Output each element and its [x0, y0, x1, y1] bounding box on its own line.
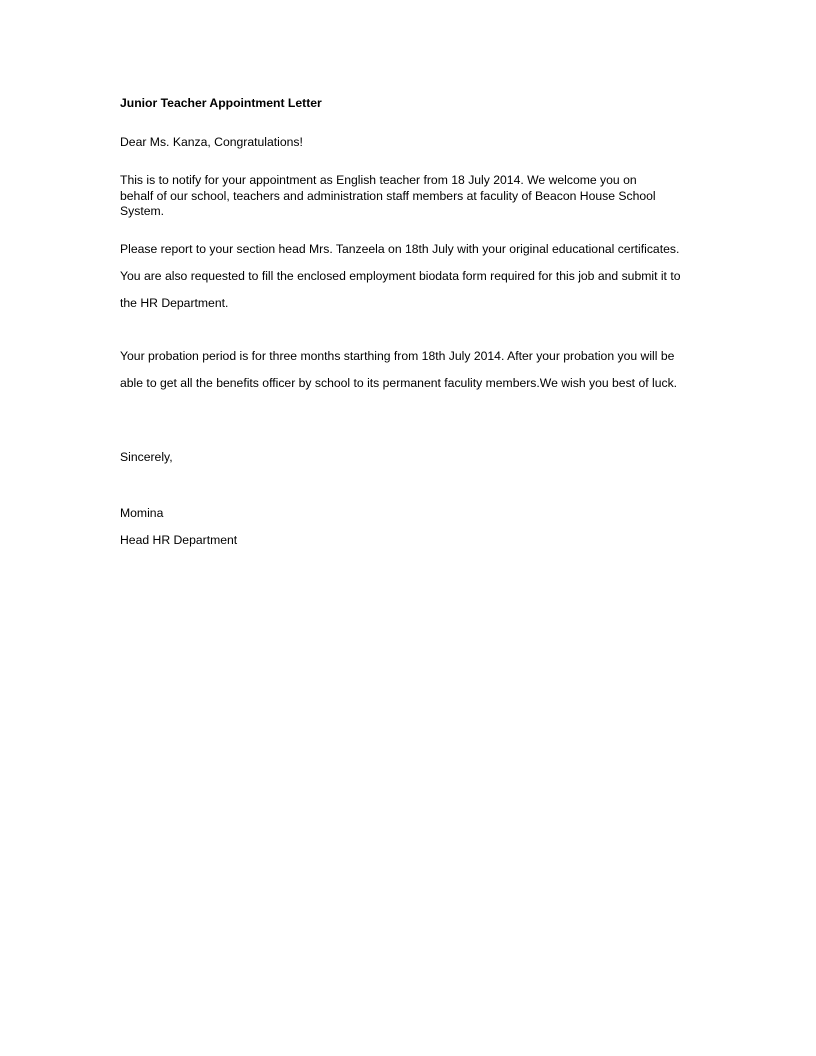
signature-block	[120, 500, 695, 554]
paragraph-appointment: This is to notify for your appointment as English teacher from 18 July 2014. We welcome you on behalf of our school, teachers and administration staff members at faculity of Beacon House School System.	[120, 173, 656, 218]
letter-title: Junior Teacher Appointment Letter	[120, 96, 322, 110]
paragraph-report-instructions: Please report to your section head Mrs. Tanzeela on 18th July with your original educational certificates. You are also requested to fill the enclosed employment biodata form required for this job and submit it to the HR Department.	[120, 242, 681, 310]
letter-closing: Sincerely,	[120, 450, 173, 464]
signer-name: Momina	[120, 506, 164, 520]
letter-greeting: Dear Ms. Kanza, Congratulations!	[120, 135, 303, 149]
signer-title: Head HR Department	[120, 533, 238, 547]
paragraph-probation: Your probation period is for three months starthing from 18th July 2014. After your probation you will be able to get all the benefits officer by school to its permanent faculity members.We wish you best of luck.	[120, 349, 678, 390]
